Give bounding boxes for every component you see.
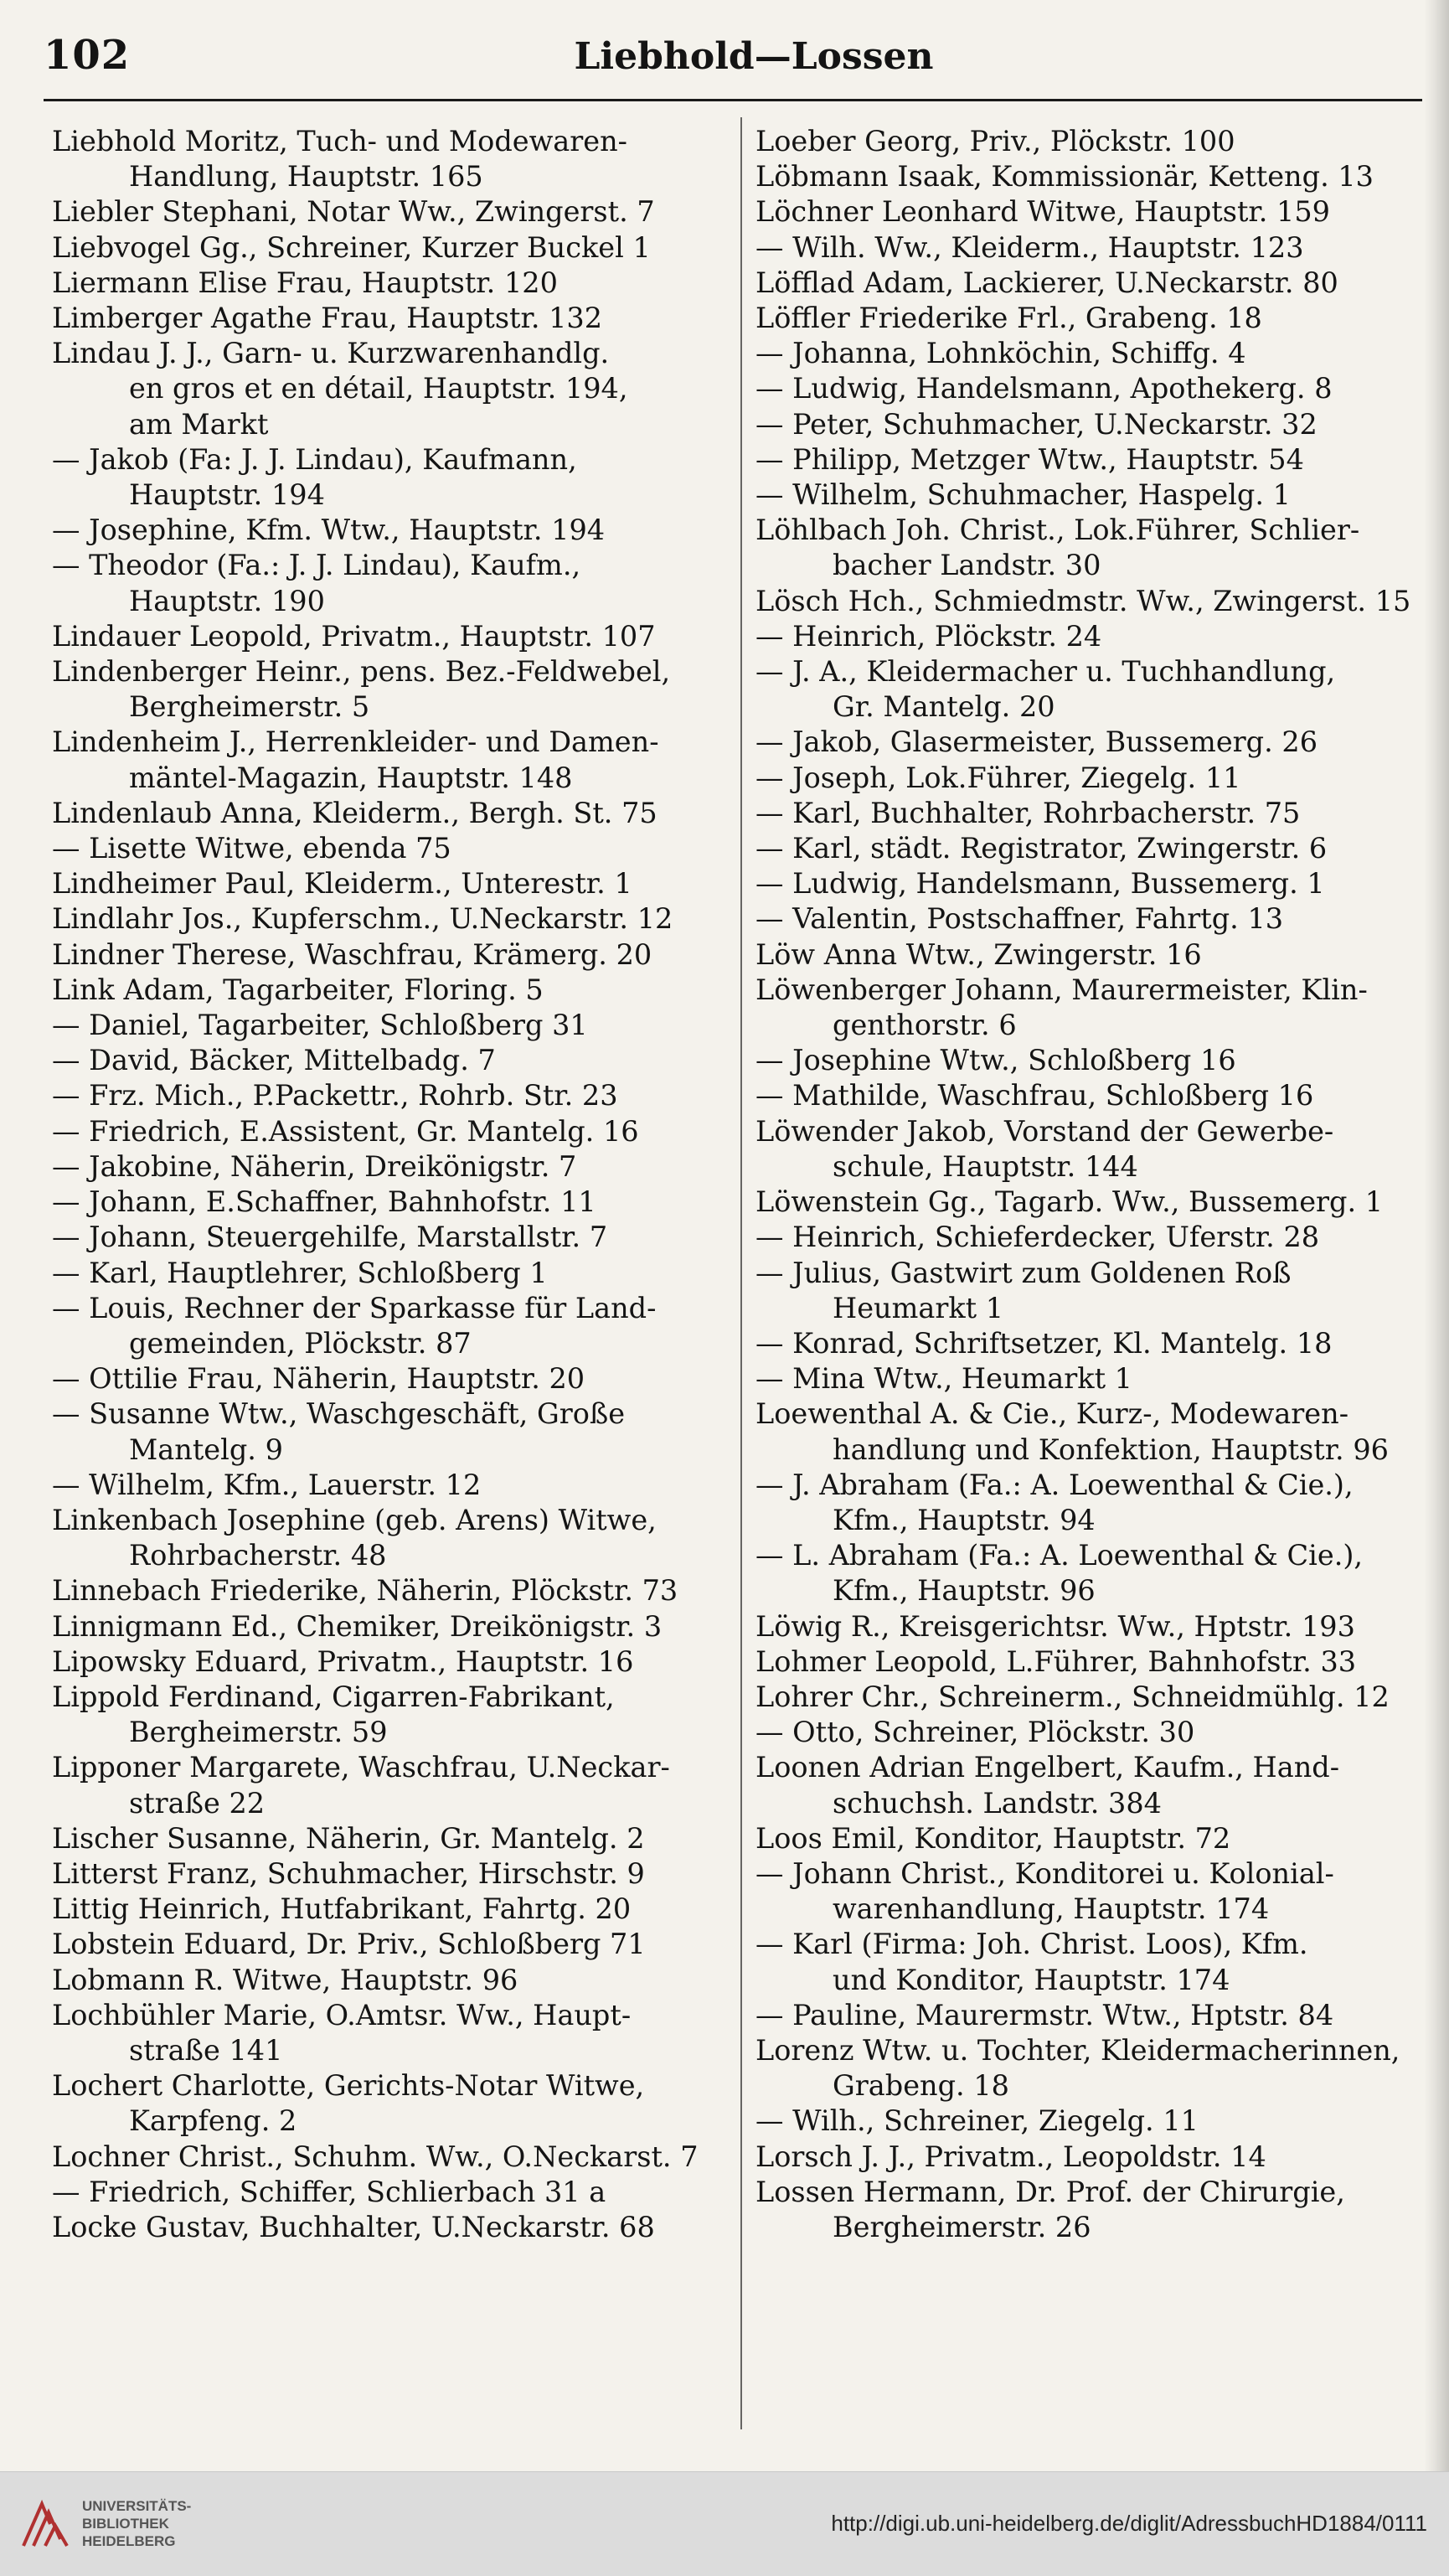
entry-line: — Friedrich, E.Assistent, Gr. Mantelg. 16 (52, 1114, 639, 1148)
entry-continuation-line: straße 22 (129, 1786, 266, 1820)
entry-line: Liebler Stephani, Notar Ww., Zwingerst. 7 (52, 195, 655, 229)
directory-entry (755, 194, 1442, 230)
entry-line: Lindlahr Jos., Kupferschm., U.Neckarstr. 12 (52, 902, 673, 936)
directory-entry (52, 2140, 739, 2175)
right-column (755, 124, 1442, 2245)
entry-continuation-line: genthorstr. 6 (833, 1009, 1017, 1042)
directory-entry (52, 973, 739, 1008)
directory-entry (52, 1573, 739, 1608)
directory-entry (755, 336, 1442, 371)
entry-line: — J. A., Kleidermacher u. Tuchhandlung, (755, 655, 1336, 689)
entry-continuation-line: warenhandlung, Hauptstr. 174 (833, 1892, 1270, 1926)
entry-line: — David, Bäcker, Mittelbadg. 7 (52, 1044, 496, 1077)
entry-line: — Jakob, Glasermeister, Bussemerg. 26 (755, 725, 1318, 759)
entry-line: Lösch Hch., Schmiedmstr. Ww., Zwingerst. 15 (755, 584, 1411, 617)
directory-entry (52, 1114, 739, 1149)
entry-line: Löhlbach Joh. Christ., Lok.Führer, Schlier- (755, 514, 1360, 547)
entry-line: Löw Anna Wtw., Zwingerstr. 16 (755, 937, 1202, 971)
entry-line: Liebhold Moritz, Tuch- und Modewaren- (52, 125, 627, 157)
entry-continuation-line: Kfm., Hauptstr. 96 (833, 1574, 1096, 1608)
directory-entry (52, 1291, 739, 1361)
entry-continuation-line: schuchsh. Landstr. 384 (833, 1786, 1162, 1820)
entry-line: Loeber Georg, Priv., Plöckstr. 100 (755, 125, 1235, 157)
directory-entry (52, 1680, 739, 1750)
directory-entry (755, 761, 1442, 796)
entry-continuation-line: Bergheimerstr. 5 (129, 690, 370, 724)
directory-entry (755, 1609, 1442, 1644)
entry-line: Lindner Therese, Waschfrau, Krämerg. 20 (52, 937, 652, 971)
directory-entry (52, 1361, 739, 1396)
entry-line: — Heinrich, Schieferdecker, Uferstr. 28 (755, 1221, 1320, 1254)
university-library-logo-icon (17, 2496, 74, 2553)
entry-line: — Mathilde, Waschfrau, Schloßberg 16 (755, 1079, 1314, 1112)
directory-entry (755, 831, 1442, 866)
directory-entry (755, 973, 1442, 1043)
directory-entry (52, 1609, 739, 1644)
entry-line: Löwig R., Kreisgerichtsr. Ww., Hptstr. 193 (755, 1609, 1355, 1643)
directory-entry (755, 901, 1442, 937)
entry-line: Lindau J. J., Garn- u. Kurzwarenhandlg. (52, 337, 610, 370)
entry-continuation-line: handlung und Konfektion, Hauptstr. 96 (833, 1433, 1389, 1466)
directory-entry (755, 230, 1442, 266)
entry-line: — Jakob (Fa: J. J. Lindau), Kaufmann, (52, 442, 577, 476)
entry-line: — Johanna, Lohnköchin, Schiffg. 4 (755, 337, 1246, 370)
directory-entry (755, 1750, 1442, 1820)
entry-line: Loos Emil, Konditor, Hauptstr. 72 (755, 1821, 1231, 1855)
directory-entry (52, 230, 739, 266)
header-rule (44, 99, 1422, 101)
running-title: Liebhold—Lossen (574, 35, 934, 78)
directory-entry (755, 725, 1442, 760)
directory-entry (52, 442, 739, 513)
entry-line: — Peter, Schuhmacher, U.Neckarstr. 32 (755, 407, 1318, 441)
entry-line: — Joseph, Lok.Führer, Ziegelg. 11 (755, 761, 1241, 794)
source-url-link[interactable]: http://digi.ub.uni-heidelberg.de/diglit/AdressbuchHD1884/0111 (831, 2511, 1427, 2536)
entry-line: Lobstein Eduard, Dr. Priv., Schloßberg 71 (52, 1928, 646, 1961)
entry-line: — Valentin, Postschaffner, Fahrtg. 13 (755, 902, 1284, 936)
library-name-line: HEIDELBERG (82, 2533, 176, 2549)
entry-line: Limberger Agathe Frau, Hauptstr. 132 (52, 302, 603, 335)
entry-line: — Theodor (Fa.: J. J. Lindau), Kaufm., (52, 549, 581, 582)
directory-entry (755, 1680, 1442, 1715)
directory-entry (52, 1008, 739, 1043)
entry-line: Löwenberger Johann, Maurermeister, Klin- (755, 973, 1368, 1006)
entry-continuation-line: bacher Landstr. 30 (833, 549, 1101, 582)
directory-entry (755, 796, 1442, 831)
directory-entry (52, 1892, 739, 1927)
entry-line: Lipowsky Eduard, Privatm., Hauptstr. 16 (52, 1644, 634, 1678)
entry-continuation-line: Hauptstr. 190 (129, 584, 325, 617)
entry-line: — Frz. Mich., P.Packettr., Rohrb. Str. 23 (52, 1079, 618, 1112)
directory-entry (52, 866, 739, 901)
entry-line: — Karl, Buchhalter, Rohrbacherstr. 75 (755, 796, 1301, 829)
directory-entry (755, 513, 1442, 583)
directory-entry (755, 1715, 1442, 1750)
entry-line: — Jakobine, Näherin, Dreikönigstr. 7 (52, 1149, 577, 1183)
directory-entry (755, 1361, 1442, 1396)
entry-line: — Johann Christ., Konditorei u. Kolonial- (755, 1856, 1334, 1890)
entry-line: — Johann, E.Schaffner, Bahnhofstr. 11 (52, 1185, 596, 1219)
entry-line: — Wilhelm, Kfm., Lauerstr. 12 (52, 1468, 482, 1501)
column-divider (740, 117, 742, 2429)
library-name (82, 2497, 191, 2550)
entry-line: — Louis, Rechner der Sparkasse für Land- (52, 1291, 657, 1324)
directory-entry (52, 654, 739, 725)
directory-entry (755, 301, 1442, 336)
entry-line: Löwender Jakob, Vorstand der Gewerbe- (755, 1114, 1334, 1148)
entry-line: — Heinrich, Plöckstr. 24 (755, 619, 1102, 653)
entry-continuation-line: Karpfeng. 2 (129, 2104, 297, 2138)
directory-entry (52, 1998, 739, 2068)
entry-line: Lochbühler Marie, O.Amtsr. Ww., Haupt- (52, 1998, 632, 2031)
entry-line: Lohrer Chr., Schreinerm., Schneidmühlg. 12 (755, 1680, 1390, 1713)
directory-entry (755, 442, 1442, 478)
entry-line: Lischer Susanne, Näherin, Gr. Mantelg. 2 (52, 1821, 645, 1855)
directory-entry (755, 1856, 1442, 1927)
directory-entry (52, 1821, 739, 1856)
directory-entry (755, 266, 1442, 301)
directory-entry (52, 548, 739, 618)
directory-entry (755, 407, 1442, 442)
entry-line: — Josephine, Kfm. Wtw., Hauptstr. 194 (52, 514, 606, 547)
entry-line: Locke Gustav, Buchhalter, U.Neckarstr. 68 (52, 2210, 655, 2243)
directory-entry (52, 1856, 739, 1892)
directory-entry (755, 584, 1442, 619)
directory-entry (755, 124, 1442, 159)
directory-entry (755, 2104, 1442, 2139)
entry-continuation-line: en gros et en détail, Hauptstr. 194, (129, 372, 628, 405)
entry-line: — Wilh., Schreiner, Ziegelg. 11 (755, 2104, 1199, 2138)
entry-line: Löffler Friederike Frl., Grabeng. 18 (755, 302, 1262, 335)
entry-line: — Ottilie Frau, Näherin, Hauptstr. 20 (52, 1362, 585, 1396)
directory-entry (755, 1256, 1442, 1326)
directory-entry (755, 2175, 1442, 2245)
entry-line: Linnigmann Ed., Chemiker, Dreikönigstr. 3 (52, 1609, 663, 1643)
entry-continuation-line: Heumarkt 1 (833, 1291, 1004, 1324)
entry-continuation-line: Grabeng. 18 (833, 2069, 1009, 2103)
entry-line: — Pauline, Maurermstr. Wtw., Hptstr. 84 (755, 1998, 1334, 2031)
entry-line: Litterst Franz, Schuhmacher, Hirschstr. 9 (52, 1856, 645, 1890)
directory-entry (52, 1644, 739, 1680)
entry-line: Lohmer Leopold, L.Führer, Bahnhofstr. 33 (755, 1644, 1357, 1678)
entry-line: Lorsch J. J., Privatm., Leopoldstr. 14 (755, 2140, 1266, 2173)
directory-entry (52, 336, 739, 442)
entry-line: — Wilhelm, Schuhmacher, Haspelg. 1 (755, 478, 1291, 512)
footer-bar (0, 2471, 1449, 2576)
entry-line: — J. Abraham (Fa.: A. Loewenthal & Cie.), (755, 1468, 1354, 1501)
directory-entry (755, 1185, 1442, 1220)
entry-continuation-line: Kfm., Hauptstr. 94 (833, 1503, 1096, 1536)
directory-entry (52, 194, 739, 230)
directory-entry (52, 124, 739, 194)
directory-entry (755, 1644, 1442, 1680)
entry-line: — Mina Wtw., Heumarkt 1 (755, 1362, 1132, 1396)
entry-line: Linnebach Friederike, Näherin, Plöckstr. 73 (52, 1574, 678, 1608)
directory-entry (52, 1078, 739, 1113)
entry-line: — Susanne Wtw., Waschgeschäft, Große (52, 1397, 626, 1431)
entry-line: Lindenlaub Anna, Kleiderm., Bergh. St. 75 (52, 796, 657, 829)
directory-entry (52, 937, 739, 973)
entry-line: Loewenthal A. & Cie., Kurz-, Modewaren- (755, 1397, 1349, 1431)
library-name-line: BIBLIOTHEK (82, 2516, 169, 2532)
library-name-line: UNIVERSITÄTS- (82, 2498, 192, 2514)
entry-line: Lindheimer Paul, Kleiderm., Unterestr. 1 (52, 867, 632, 901)
directory-entry (755, 159, 1442, 194)
entry-continuation-line: Mantelg. 9 (129, 1433, 283, 1466)
directory-entry (52, 266, 739, 301)
entry-line: Lossen Hermann, Dr. Prof. der Chirurgie, (755, 2175, 1345, 2208)
entry-line: Lippold Ferdinand, Cigarren-Fabrikant, (52, 1680, 615, 1713)
entry-line: — Konrad, Schriftsetzer, Kl. Mantelg. 18 (755, 1326, 1333, 1360)
directory-entry (52, 1927, 739, 1962)
directory-entry (52, 2068, 739, 2139)
entry-line: — Otto, Schreiner, Plöckstr. 30 (755, 1716, 1195, 1749)
left-column (52, 124, 739, 2245)
directory-entry (755, 1468, 1442, 1538)
entry-continuation-line: straße 141 (129, 2033, 283, 2067)
entry-line: Linkenbach Josephine (geb. Arens) Witwe, (52, 1503, 657, 1536)
entry-line: — Julius, Gastwirt zum Goldenen Roß (755, 1256, 1292, 1289)
entry-continuation-line: Hauptstr. 194 (129, 478, 325, 512)
page-number: 102 (44, 32, 131, 79)
directory-entry (755, 2033, 1442, 2104)
directory-entry (755, 1078, 1442, 1113)
entry-line: — Karl, städt. Registrator, Zwingerstr. 6 (755, 832, 1328, 865)
directory-entry (52, 1468, 739, 1503)
directory-entry (52, 1396, 739, 1467)
directory-entry (755, 1043, 1442, 1078)
entry-line: Link Adam, Tagarbeiter, Floring. 5 (52, 973, 544, 1006)
directory-entry (755, 371, 1442, 406)
directory-entry (755, 1821, 1442, 1856)
directory-entry (52, 831, 739, 866)
directory-entry (755, 1220, 1442, 1255)
directory-entry (52, 619, 739, 654)
directory-entry (755, 1998, 1442, 2033)
directory-entry (755, 654, 1442, 725)
directory-entry (755, 1326, 1442, 1361)
directory-entry (755, 937, 1442, 973)
entry-line: — Wilh. Ww., Kleiderm., Hauptstr. 123 (755, 230, 1304, 264)
entry-line: Löfflad Adam, Lackierer, U.Neckarstr. 80 (755, 266, 1338, 299)
entry-line: — Lisette Witwe, ebenda 75 (52, 832, 451, 865)
entry-line: Littig Heinrich, Hutfabrikant, Fahrtg. 20 (52, 1892, 632, 1926)
entry-line: — Daniel, Tagarbeiter, Schloßberg 31 (52, 1009, 588, 1042)
entry-line: Löchner Leonhard Witwe, Hauptstr. 159 (755, 195, 1330, 229)
entry-line: — Philipp, Metzger Wtw., Hauptstr. 54 (755, 442, 1304, 476)
directory-entry (52, 1750, 739, 1820)
directory-entry (52, 2175, 739, 2210)
entry-continuation-line: Rohrbacherstr. 48 (129, 1539, 387, 1572)
directory-entry (755, 1396, 1442, 1467)
entry-line: Lindenheim J., Herrenkleider- und Damen- (52, 725, 659, 759)
entry-line: — Johann, Steuergehilfe, Marstallstr. 7 (52, 1221, 608, 1254)
entry-line: Löbmann Isaak, Kommissionär, Ketteng. 13 (755, 160, 1374, 194)
directory-entry (52, 901, 739, 937)
entry-continuation-line: Bergheimerstr. 26 (833, 2210, 1091, 2243)
directory-entry (52, 725, 739, 795)
directory-entry (52, 1220, 739, 1255)
entry-continuation-line: Bergheimerstr. 59 (129, 1716, 388, 1749)
directory-entry (755, 478, 1442, 513)
entry-continuation-line: und Konditor, Hauptstr. 174 (833, 1963, 1230, 1996)
entry-line: — Josephine Wtw., Schloßberg 16 (755, 1044, 1236, 1077)
entry-line: Löwenstein Gg., Tagarb. Ww., Bussemerg. 1 (755, 1185, 1384, 1219)
entry-line: Lipponer Margarete, Waschfrau, U.Neckar- (52, 1751, 670, 1784)
entry-line: Lochert Charlotte, Gerichts-Notar Witwe, (52, 2069, 645, 2103)
directory-entry (52, 796, 739, 831)
directory-entry (52, 1185, 739, 1220)
entry-line: — Friedrich, Schiffer, Schlierbach 31 a (52, 2175, 606, 2208)
directory-entry (52, 1503, 739, 1573)
entry-line: Lochner Christ., Schuhm. Ww., O.Neckarst. 7 (52, 2140, 699, 2173)
entry-line: — Karl, Hauptlehrer, Schloßberg 1 (52, 1256, 548, 1289)
entry-continuation-line: Handlung, Hauptstr. 165 (129, 160, 483, 194)
entry-continuation-line: schule, Hauptstr. 144 (833, 1149, 1138, 1183)
entry-line: — Karl (Firma: Joh. Christ. Loos), Kfm. (755, 1928, 1308, 1961)
directory-entry (52, 1256, 739, 1291)
directory-entry (52, 1149, 739, 1185)
directory-entry (52, 1043, 739, 1078)
entry-continuation-line: Gr. Mantelg. 20 (833, 690, 1055, 724)
entry-continuation-line: gemeinden, Plöckstr. 87 (129, 1326, 472, 1360)
directory-entry (52, 301, 739, 336)
entry-line: — Ludwig, Handelsmann, Apothekerg. 8 (755, 372, 1333, 405)
entry-line: — L. Abraham (Fa.: A. Loewenthal & Cie.), (755, 1539, 1364, 1572)
entry-line: Lorenz Wtw. u. Tochter, Kleidermacherinnen, (755, 2033, 1400, 2067)
directory-entry (52, 1963, 739, 1998)
entry-line: Liebvogel Gg., Schreiner, Kurzer Buckel 1 (52, 230, 651, 264)
entry-line: Loonen Adrian Engelbert, Kaufm., Hand- (755, 1751, 1340, 1784)
directory-entry (755, 1538, 1442, 1608)
entry-line: Lindenberger Heinr., pens. Bez.-Feldwebel, (52, 655, 671, 689)
entry-line: Lindauer Leopold, Privatm., Hauptstr. 107 (52, 619, 656, 653)
directory-entry (755, 1114, 1442, 1185)
directory-entry (755, 1927, 1442, 1997)
entry-line: Lobmann R. Witwe, Hauptstr. 96 (52, 1963, 518, 1996)
directory-entry (52, 513, 739, 548)
entry-line: Liermann Elise Frau, Hauptstr. 120 (52, 266, 558, 299)
entry-continuation-line: am Markt (129, 407, 269, 441)
entry-continuation-line: mäntel-Magazin, Hauptstr. 148 (129, 761, 573, 794)
directory-entry (755, 866, 1442, 901)
entry-line: — Ludwig, Handelsmann, Bussemerg. 1 (755, 867, 1325, 901)
directory-entry (52, 2210, 739, 2245)
directory-entry (755, 2140, 1442, 2175)
directory-entry (755, 619, 1442, 654)
